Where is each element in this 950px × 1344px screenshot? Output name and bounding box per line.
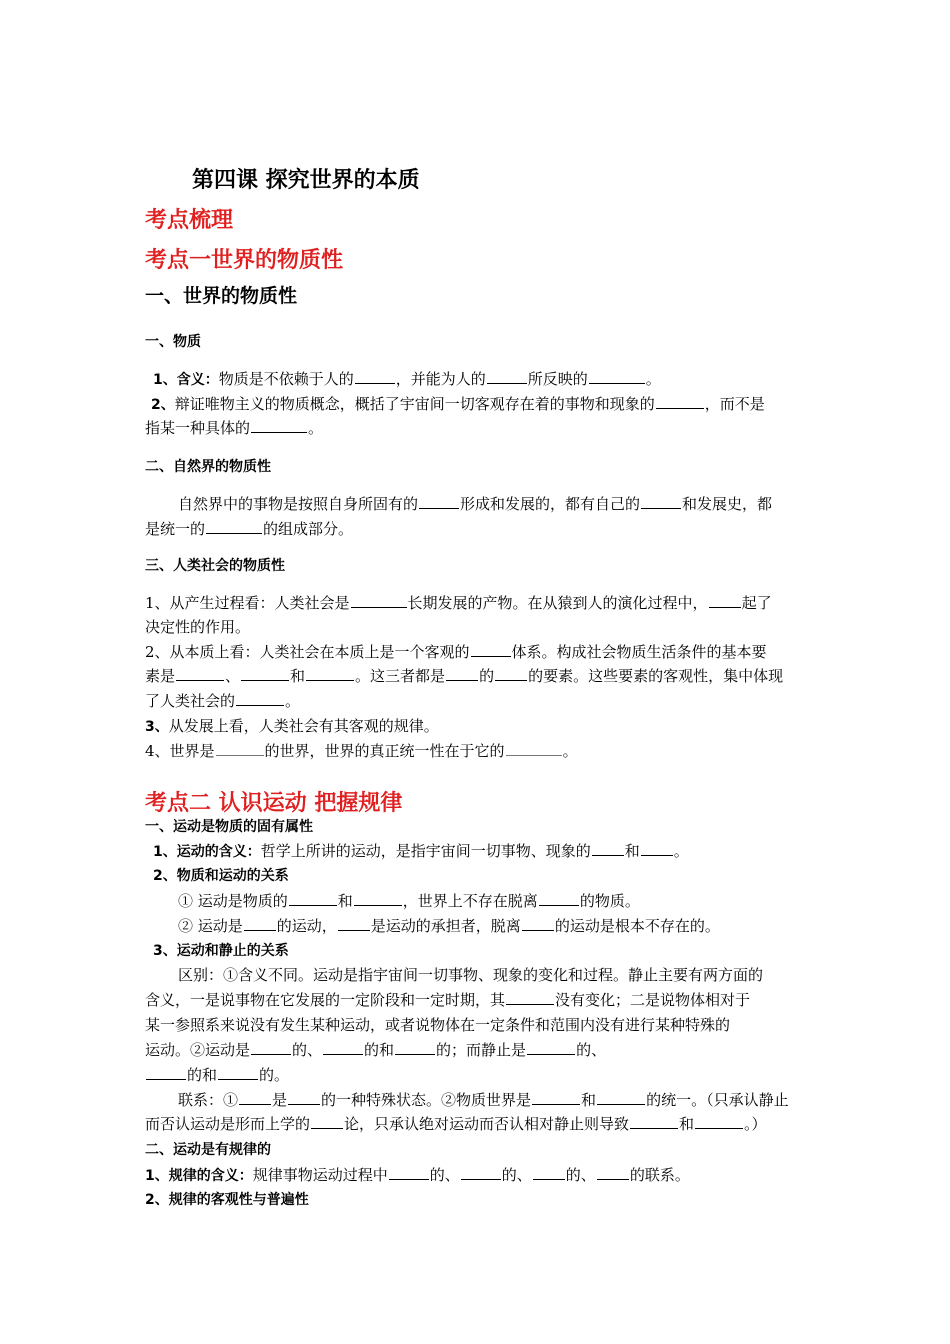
text: 和 xyxy=(679,1115,695,1133)
fill-blank[interactable] xyxy=(506,989,554,1005)
fill-blank[interactable] xyxy=(355,368,395,384)
text: 。 xyxy=(673,842,689,860)
heading-motion-law: 二、运动是有规律的 xyxy=(145,1142,271,1158)
motion-rest-line-4 xyxy=(145,1039,606,1061)
text: 的统一。（只承认静止 xyxy=(646,1091,789,1109)
text: 的 xyxy=(479,667,495,685)
nature-line-1 xyxy=(178,493,772,515)
fill-blank[interactable] xyxy=(592,840,624,856)
text: 规律事物运动过程中 xyxy=(252,1166,388,1184)
text: 的、 xyxy=(576,1041,607,1059)
label-num: 3、 xyxy=(145,719,169,735)
fill-blank[interactable] xyxy=(533,1164,565,1180)
text: 运动。②运动是 xyxy=(145,1041,251,1059)
fill-blank[interactable] xyxy=(597,1089,645,1105)
heading-nature: 二、自然界的物质性 xyxy=(145,459,271,475)
fill-blank[interactable] xyxy=(244,915,276,931)
text: 。这三者都是 xyxy=(355,667,446,685)
fill-blank[interactable] xyxy=(351,592,407,608)
text: 的运动是根本不存在的。 xyxy=(554,917,720,935)
fill-blank[interactable] xyxy=(527,1039,575,1055)
text: 长期发展的产物。在从猿到人的演化过程中， xyxy=(407,594,708,612)
fill-blank[interactable] xyxy=(289,890,337,906)
fill-blank[interactable] xyxy=(236,690,284,706)
text: 素是 xyxy=(145,667,176,685)
text: 了人类社会的 xyxy=(145,692,236,710)
text: 。 xyxy=(562,742,578,760)
section-heading-kp1: 考点一世界的物质性 xyxy=(145,247,344,273)
text: 哲学上所讲的运动，是指宇宙间一切事物、现象的 xyxy=(260,842,591,860)
text: 的要素。这些要素的客观性，集中体现 xyxy=(528,667,784,685)
text: ，世界上不存在脱离 xyxy=(402,892,538,910)
fill-blank[interactable] xyxy=(695,1113,743,1129)
heading-matter-motion: 2、物质和运动的关系 xyxy=(153,868,289,884)
text: 2、从本质上看：人类社会在本质上是一个客观的 xyxy=(145,643,470,661)
text: 的。 xyxy=(259,1066,290,1084)
label-meaning: 1、规律的含义： xyxy=(145,1168,253,1184)
motion-rest-line-1: 区别：①含义不同。运动是指宇宙间一切事物、现象的变化和过程。静止主要有两方面的 xyxy=(178,966,764,984)
text: 的和 xyxy=(364,1041,395,1059)
motion-rest-line-5 xyxy=(145,1064,289,1086)
text: 和 xyxy=(290,667,306,685)
text: 指某一种具体的 xyxy=(145,419,251,437)
motion-rest-line-7 xyxy=(145,1113,767,1135)
fill-blank[interactable] xyxy=(251,417,307,433)
label-num: 2、 xyxy=(151,397,175,413)
heading-law-objectivity: 2、规律的客观性与普遍性 xyxy=(145,1192,309,1208)
text: 的联系。 xyxy=(629,1166,690,1184)
text: 的一种特殊状态。②物质世界是 xyxy=(321,1091,532,1109)
heading-society: 三、人类社会的物质性 xyxy=(145,558,285,574)
heading-motion-attribute: 一、运动是物质的固有属性 xyxy=(145,819,313,835)
text: 和发展史，都 xyxy=(682,495,773,513)
text: 是运动的承担者，脱离 xyxy=(370,917,521,935)
text: 的世界，世界的真正统一性在于它的 xyxy=(264,742,505,760)
label-meaning: 1、运动的含义： xyxy=(153,844,261,860)
text: 4、世界是 xyxy=(145,742,215,760)
society-line-6 xyxy=(145,715,439,738)
heading-matter: 一、物质 xyxy=(145,334,201,350)
section-heading-kaodian: 考点梳理 xyxy=(145,207,234,233)
text: 形成和发展的，都有自己的 xyxy=(460,495,641,513)
fill-blank[interactable] xyxy=(656,393,704,409)
fill-blank[interactable] xyxy=(354,890,402,906)
fill-blank[interactable] xyxy=(218,1064,258,1080)
text: 起了 xyxy=(741,594,772,612)
subheading-world-materiality: 一、世界的物质性 xyxy=(145,285,298,307)
fill-blank[interactable] xyxy=(506,740,562,756)
text: 、 xyxy=(225,667,241,685)
fill-blank[interactable] xyxy=(446,665,478,681)
fill-blank[interactable] xyxy=(630,1113,678,1129)
text: 而否认运动是形而上学的 xyxy=(145,1115,311,1133)
text: 含义，一是说事物在它发展的一定阶段和一定时期，其 xyxy=(145,991,506,1009)
motion-relation-line-1 xyxy=(178,890,640,912)
text: 和 xyxy=(624,842,640,860)
text: 1、从产生过程看：人类社会是 xyxy=(145,594,350,612)
section-heading-kp2: 考点二 认识运动 把握规律 xyxy=(145,790,403,816)
society-line-1 xyxy=(145,592,772,614)
fill-blank[interactable] xyxy=(206,518,262,534)
fill-blank[interactable] xyxy=(461,1164,501,1180)
motion-rest-line-6 xyxy=(178,1089,789,1111)
fill-blank[interactable] xyxy=(288,1089,320,1105)
fill-blank[interactable] xyxy=(495,665,527,681)
fill-blank[interactable] xyxy=(419,493,459,509)
text: 是 xyxy=(272,1091,288,1109)
text: 联系：① xyxy=(178,1091,239,1109)
fill-blank[interactable] xyxy=(532,1089,580,1105)
text: 的、 xyxy=(501,1166,532,1184)
text: 所反映的 xyxy=(527,370,588,388)
fill-blank[interactable] xyxy=(395,1039,435,1055)
society-line-7 xyxy=(145,740,578,762)
fill-blank[interactable] xyxy=(589,368,645,384)
text: 。 xyxy=(645,370,661,388)
text: 的运动， xyxy=(276,917,337,935)
text: 的物质。 xyxy=(579,892,640,910)
motion-relation-line-2 xyxy=(178,915,720,937)
fill-blank[interactable] xyxy=(323,1039,363,1055)
motion-rest-line-3: 某一参照系来说没有发生某种运动，或者说物体在一定条件和范围内没有进行某种特殊的 xyxy=(145,1016,731,1034)
text: 。） xyxy=(744,1115,767,1133)
fill-blank[interactable] xyxy=(641,493,681,509)
text: 没有变化；二是说物体相对于 xyxy=(555,991,751,1009)
society-line-2: 决定性的作用。 xyxy=(145,618,251,636)
fill-blank[interactable] xyxy=(146,1064,186,1080)
text: 的和 xyxy=(187,1066,218,1084)
fill-blank[interactable] xyxy=(239,1089,271,1105)
fill-blank[interactable] xyxy=(539,890,579,906)
matter-concept-line-2 xyxy=(145,417,323,439)
text: 辩证唯物主义的物质概念，概括了宇宙间一切客观存在着的事物和现象的 xyxy=(174,395,655,413)
text: ，并能为人的 xyxy=(395,370,486,388)
lesson-title: 第四课 探究世界的本质 xyxy=(192,167,420,193)
motion-meaning-line xyxy=(153,840,689,863)
text: 物质是不依赖于人的 xyxy=(218,370,354,388)
matter-concept-line xyxy=(151,393,765,416)
text: 。 xyxy=(308,419,324,437)
heading-motion-rest: 3、运动和静止的关系 xyxy=(153,943,289,959)
text: 自然界中的事物是按照自身所固有的 xyxy=(178,495,419,513)
text: 的组成部分。 xyxy=(263,520,354,538)
law-meaning-line xyxy=(145,1164,690,1187)
text: 的；而静止是 xyxy=(436,1041,527,1059)
text: 和 xyxy=(581,1091,597,1109)
fill-blank[interactable] xyxy=(251,1039,291,1055)
text: ① 运动是物质的 xyxy=(178,892,288,910)
text: 的、 xyxy=(292,1041,323,1059)
fill-blank[interactable] xyxy=(709,592,741,608)
label-meaning: 1、含义： xyxy=(153,372,219,388)
society-line-5 xyxy=(145,690,300,712)
motion-rest-line-2 xyxy=(145,989,750,1011)
fill-blank[interactable] xyxy=(311,1113,343,1129)
fill-blank[interactable] xyxy=(306,665,354,681)
text: 的、 xyxy=(565,1166,596,1184)
text: 论，只承认绝对运动而否认相对静止则导致 xyxy=(344,1115,630,1133)
fill-blank[interactable] xyxy=(338,915,370,931)
text: 和 xyxy=(337,892,353,910)
society-line-3 xyxy=(145,641,767,663)
text: ，而不是 xyxy=(704,395,765,413)
fill-blank[interactable] xyxy=(641,840,673,856)
text: ② 运动是 xyxy=(178,917,243,935)
text: 体系。构成社会物质生活条件的基本要 xyxy=(511,643,767,661)
text: 是统一的 xyxy=(145,520,206,538)
fill-blank[interactable] xyxy=(471,641,511,657)
nature-line-2 xyxy=(145,518,353,540)
fill-blank[interactable] xyxy=(216,740,264,756)
fill-blank[interactable] xyxy=(176,665,224,681)
fill-blank[interactable] xyxy=(241,665,289,681)
matter-definition-line xyxy=(153,368,661,391)
fill-blank[interactable] xyxy=(487,368,527,384)
fill-blank[interactable] xyxy=(522,915,554,931)
society-line-4 xyxy=(145,665,783,687)
text: 。 xyxy=(285,692,301,710)
fill-blank[interactable] xyxy=(389,1164,429,1180)
fill-blank[interactable] xyxy=(597,1164,629,1180)
text: 的、 xyxy=(429,1166,460,1184)
text: 从发展上看，人类社会有其客观的规律。 xyxy=(168,717,439,735)
